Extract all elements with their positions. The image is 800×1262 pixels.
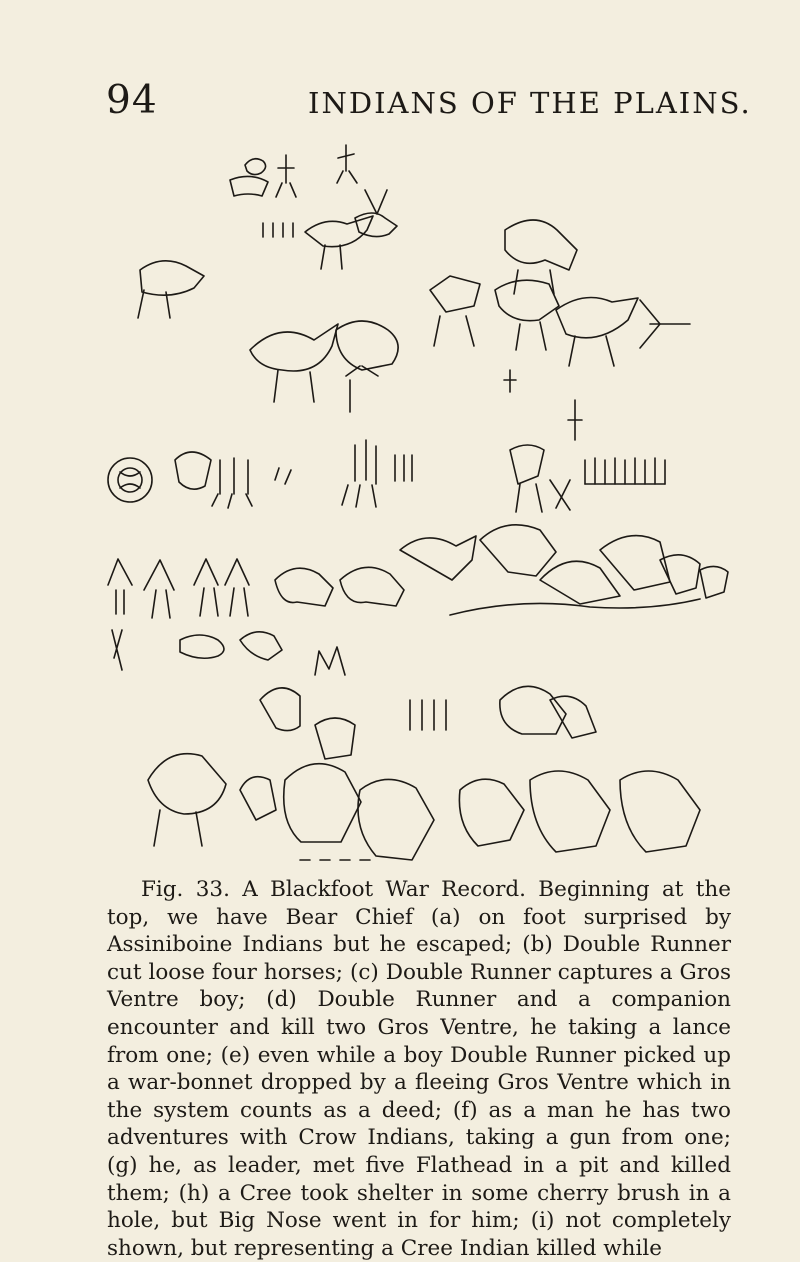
figure-caption: Fig. 33. A Blackfoot War Record. Beginning at the top, we have Bear Chief (a) on foot surprised by Assiniboine Indians but he escaped; (b) Double Runner cut loose four horses; (c) Double Runner captures a Gros Ventre boy; (d) Double Runner and a companion encounter and kill two Gros Ventre, he taking a lance from one; (e) even while a boy Double Runner picked up a war-bonnet dropped by a fleeing Gros Ventre which in the system counts as a deed; (f) as a man he has two adventures with Crow Indians, taking a gun from one; (g) he, as leader, met five Flathead in a pit and killed them; (h) a Cree took shelter in some cherry brush in a hole, but Big Nose went in for him; (i) not completely shown, but representing a Cree Indian killed while bbox=[107, 877, 731, 1261]
page-header bbox=[0, 78, 800, 134]
running-head: INDIANS OF THE PLAINS. bbox=[308, 86, 752, 120]
episode-f-crow-adventures bbox=[510, 400, 665, 512]
episode-i-cree-killed bbox=[148, 754, 700, 860]
episode-e-war-bonnet bbox=[108, 440, 412, 508]
war-record-illustration bbox=[100, 140, 750, 870]
episode-b-horses-cut-loose bbox=[263, 190, 577, 294]
episode-d-two-gros-ventre bbox=[430, 276, 690, 392]
episode-g-flathead-pit bbox=[108, 525, 728, 618]
episode-c-boy-captured bbox=[138, 261, 398, 412]
page-number: 94 bbox=[106, 78, 158, 123]
episode-a-bear-chief bbox=[230, 145, 357, 197]
episode-h-cree-cherry-brush bbox=[112, 630, 596, 759]
